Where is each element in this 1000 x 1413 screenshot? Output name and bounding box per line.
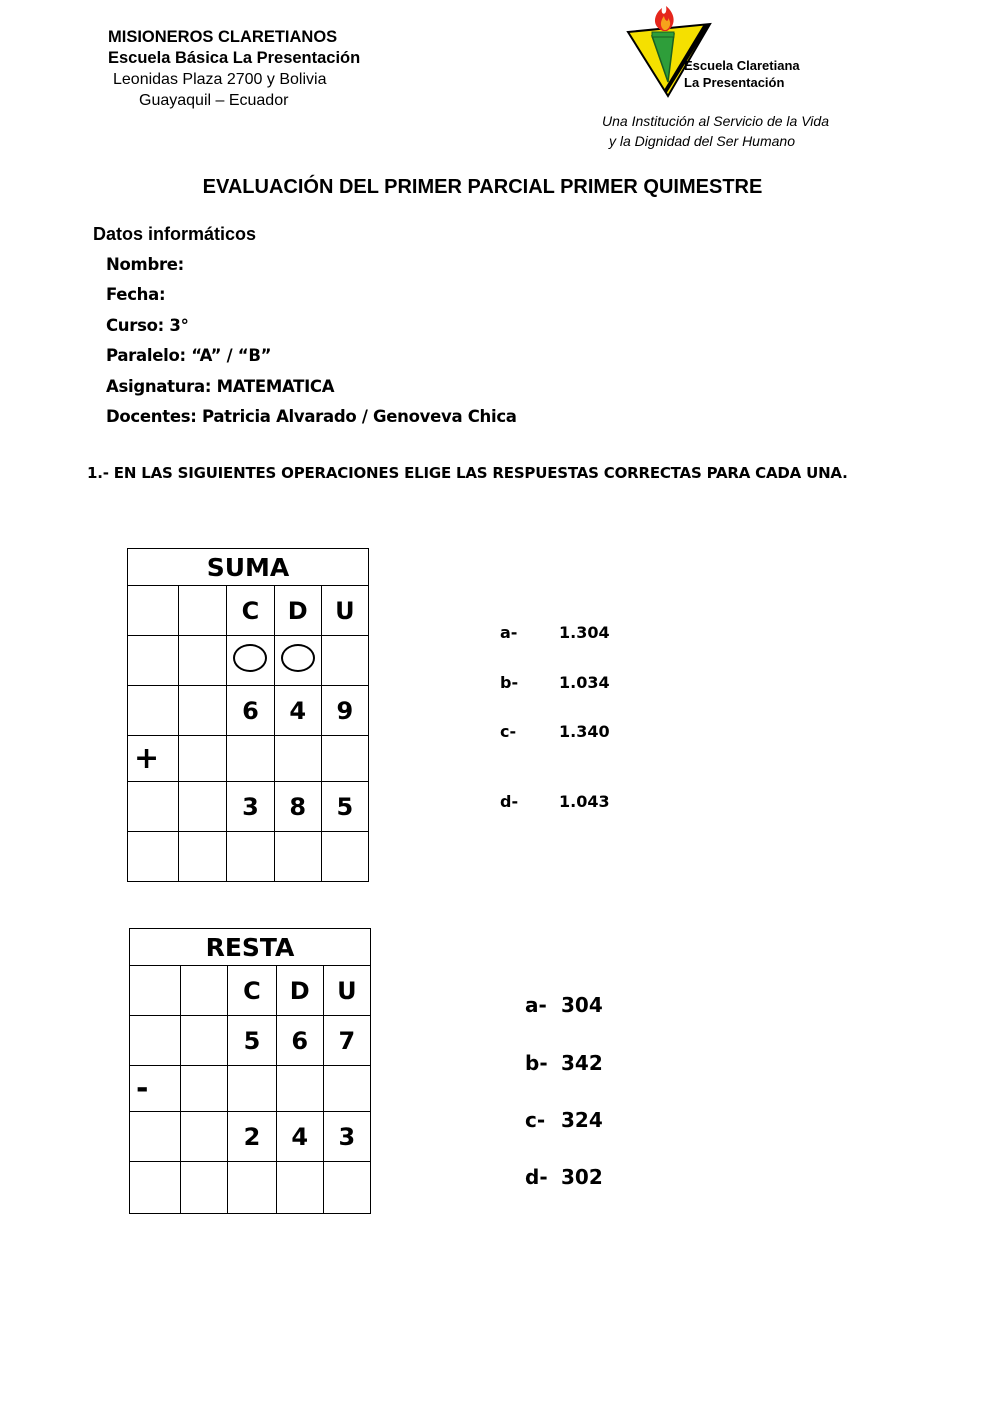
digit: 6 [227, 686, 274, 736]
cell [181, 1066, 228, 1112]
option-value: 342 [561, 1051, 603, 1075]
option-letter: b- [500, 673, 519, 692]
plus-sign: + [128, 736, 179, 782]
cell [181, 1112, 228, 1162]
answer-cell[interactable] [321, 832, 368, 882]
option-value: 324 [561, 1108, 603, 1132]
option-letter: d- [500, 792, 519, 811]
carry-cell-c[interactable] [227, 636, 274, 686]
cell [179, 586, 227, 636]
carry-circle-icon[interactable] [281, 644, 315, 672]
option-value: 1.043 [559, 792, 610, 811]
header-u: U [323, 966, 370, 1016]
resta-title: RESTA [130, 929, 371, 966]
info-nombre: Nombre: [106, 255, 184, 274]
cell [227, 736, 274, 782]
cell [130, 1016, 181, 1066]
option-value: 1.340 [559, 722, 610, 741]
resta-option-a[interactable] [525, 993, 675, 1019]
answer-cell[interactable] [130, 1162, 181, 1214]
info-curso: Curso: 3° [106, 316, 189, 335]
cell [128, 686, 179, 736]
motto-line1: Una Institución al Servicio de la Vida [602, 113, 829, 129]
cell [128, 782, 179, 832]
option-value: 302 [561, 1165, 603, 1189]
logo-text-line2: La Presentación [684, 75, 785, 90]
answer-cell[interactable] [179, 832, 227, 882]
school-city: Guayaquil – Ecuador [139, 92, 289, 109]
info-docentes: Docentes: Patricia Alvarado / Genoveva Chica [106, 407, 517, 426]
school-name: Escuela Básica La Presentación [108, 49, 361, 67]
option-letter: d- [525, 1165, 548, 1189]
suma-option-b[interactable] [500, 673, 650, 695]
option-letter: a- [525, 993, 547, 1017]
suma-title: SUMA [128, 549, 369, 586]
cell [323, 1066, 370, 1112]
info-fecha: Fecha: [106, 285, 166, 304]
option-letter: c- [525, 1108, 546, 1132]
resta-option-b[interactable] [525, 1051, 675, 1077]
cell [321, 736, 368, 782]
header-d: D [274, 586, 321, 636]
suma-option-a[interactable] [500, 623, 650, 645]
digit: 3 [323, 1112, 370, 1162]
school-address: Leonidas Plaza 2700 y Bolivia [113, 71, 327, 88]
suma-option-d[interactable] [500, 792, 650, 814]
option-value: 304 [561, 993, 603, 1017]
digit: 5 [321, 782, 368, 832]
resta-option-d[interactable] [525, 1165, 675, 1191]
cell [179, 782, 227, 832]
digit: 3 [227, 782, 274, 832]
question-1: 1.- EN LAS SIGUIENTES OPERACIONES ELIGE LAS RESPUESTAS CORRECTAS PARA CADA UNA. [87, 464, 848, 482]
option-letter: a- [500, 623, 518, 642]
cell [130, 1112, 181, 1162]
cell [276, 1066, 323, 1112]
answer-cell[interactable] [181, 1162, 228, 1214]
header-u: U [321, 586, 368, 636]
option-value: 1.034 [559, 673, 610, 692]
carry-circle-icon[interactable] [233, 644, 267, 672]
option-letter: b- [525, 1051, 548, 1075]
digit: 5 [228, 1016, 276, 1066]
digit: 4 [274, 686, 321, 736]
digit: 6 [276, 1016, 323, 1066]
cell [179, 736, 227, 782]
digit: 4 [276, 1112, 323, 1162]
header-c: C [228, 966, 276, 1016]
answer-cell[interactable] [274, 832, 321, 882]
answer-cell[interactable] [228, 1162, 276, 1214]
carry-cell-d[interactable] [274, 636, 321, 686]
header-d: D [276, 966, 323, 1016]
digit: 9 [321, 686, 368, 736]
resta-option-c[interactable] [525, 1108, 675, 1134]
cell [228, 1066, 276, 1112]
cell [128, 586, 179, 636]
option-letter: c- [500, 722, 517, 741]
cell [128, 636, 179, 686]
answer-cell[interactable] [323, 1162, 370, 1214]
page-title: EVALUACIÓN DEL PRIMER PARCIAL PRIMER QUIMESTRE [202, 176, 763, 198]
info-paralelo: Paralelo: “A” / “B” [106, 346, 272, 365]
digit: 8 [274, 782, 321, 832]
header-c: C [227, 586, 274, 636]
school-logo [626, 4, 826, 104]
cell [321, 636, 368, 686]
answer-cell[interactable] [227, 832, 274, 882]
motto-line2: y la Dignidad del Ser Humano [609, 133, 795, 149]
org-name: MISIONEROS CLARETIANOS [108, 28, 338, 46]
suma-table [127, 548, 369, 882]
cell [179, 636, 227, 686]
info-asignatura: Asignatura: MATEMATICA [106, 377, 335, 396]
logo-text-line1: Escuela Claretiana [684, 58, 800, 73]
cell [179, 686, 227, 736]
info-heading: Datos informáticos [93, 224, 257, 244]
answer-cell[interactable] [128, 832, 179, 882]
cell [181, 1016, 228, 1066]
option-value: 1.304 [559, 623, 610, 642]
answer-cell[interactable] [276, 1162, 323, 1214]
minus-sign: - [130, 1066, 181, 1112]
cell [274, 736, 321, 782]
suma-option-c[interactable] [500, 722, 650, 744]
digit: 2 [228, 1112, 276, 1162]
resta-table [129, 928, 371, 1214]
cell [130, 966, 181, 1016]
digit: 7 [323, 1016, 370, 1066]
cell [181, 966, 228, 1016]
